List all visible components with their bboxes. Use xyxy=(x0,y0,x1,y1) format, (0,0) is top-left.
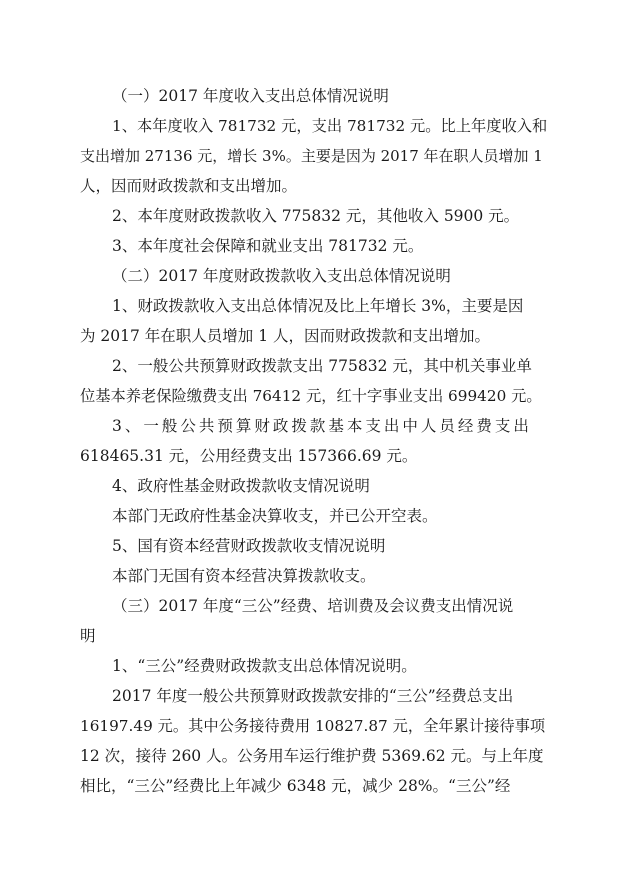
section-heading-continuation: 明 xyxy=(80,627,96,645)
paragraph-line: 2017 年度一般公共预算财政拨款安排的“三公”经费总支出 xyxy=(112,687,514,705)
subheading-line: 1、“三公”经费财政拨款支出总体情况说明。 xyxy=(112,657,417,675)
paragraph-line: 12 次，接待 260 人。公务用车运行维护费 5369.62 元。与上年度 xyxy=(80,747,544,765)
paragraph-line: 本部门无国有资本经营决算拨款收支。 xyxy=(112,567,376,585)
paragraph-line: 1、财政拨款收入支出总体情况及比上年增长 3%，主要是因 xyxy=(112,297,524,315)
subheading-line: 4、政府性基金财政拨款收支情况说明 xyxy=(112,477,370,495)
paragraph-line: 3、本年度社会保障和就业支出 781732 元。 xyxy=(112,237,424,255)
section-heading: （三）2017 年度“三公”经费、培训费及会议费支出情况说 xyxy=(112,597,514,615)
section-heading: （一）2017 年度收入支出总体情况说明 xyxy=(112,87,389,105)
paragraph-line: 相比，“三公”经费比上年减少 6348 元，减少 28%。“三公”经 xyxy=(80,777,511,795)
paragraph-line: 位基本养老保险缴费支出 76412 元，红十字事业支出 699420 元。 xyxy=(80,387,542,405)
subheading-line: 5、国有资本经营财政拨款收支情况说明 xyxy=(112,537,386,555)
paragraph-line: 人，因而财政拨款和支出增加。 xyxy=(80,177,298,195)
paragraph-line: 为 2017 年在职人员增加 1 人，因而财政拨款和支出增加。 xyxy=(80,327,491,345)
paragraph-line: 1、本年度收入 781732 元，支出 781732 元。比上年度收入和 xyxy=(112,117,548,135)
section-heading: （二）2017 年度财政拨款收入支出总体情况说明 xyxy=(112,267,451,285)
paragraph-line: 16197.49 元。其中公务接待费用 10827.87 元，全年累计接待事项 xyxy=(80,717,546,735)
paragraph-line: 2、本年度财政拨款收入 775832 元，其他收入 5900 元。 xyxy=(112,207,520,225)
paragraph-line: 本部门无政府性基金决算收支，并已公开空表。 xyxy=(112,507,438,525)
paragraph-line: 618465.31 元，公用经费支出 157366.69 元。 xyxy=(80,447,418,465)
paragraph-line: 3、一般公共预算财政拨款基本支出中人员经费支出 xyxy=(112,417,532,435)
paragraph-line: 2、一般公共预算财政拨款支出 775832 元，其中机关事业单 xyxy=(112,357,532,375)
paragraph-line: 支出增加 27136 元，增长 3%。主要是因为 2017 年在职人员增加 1 xyxy=(80,147,543,165)
